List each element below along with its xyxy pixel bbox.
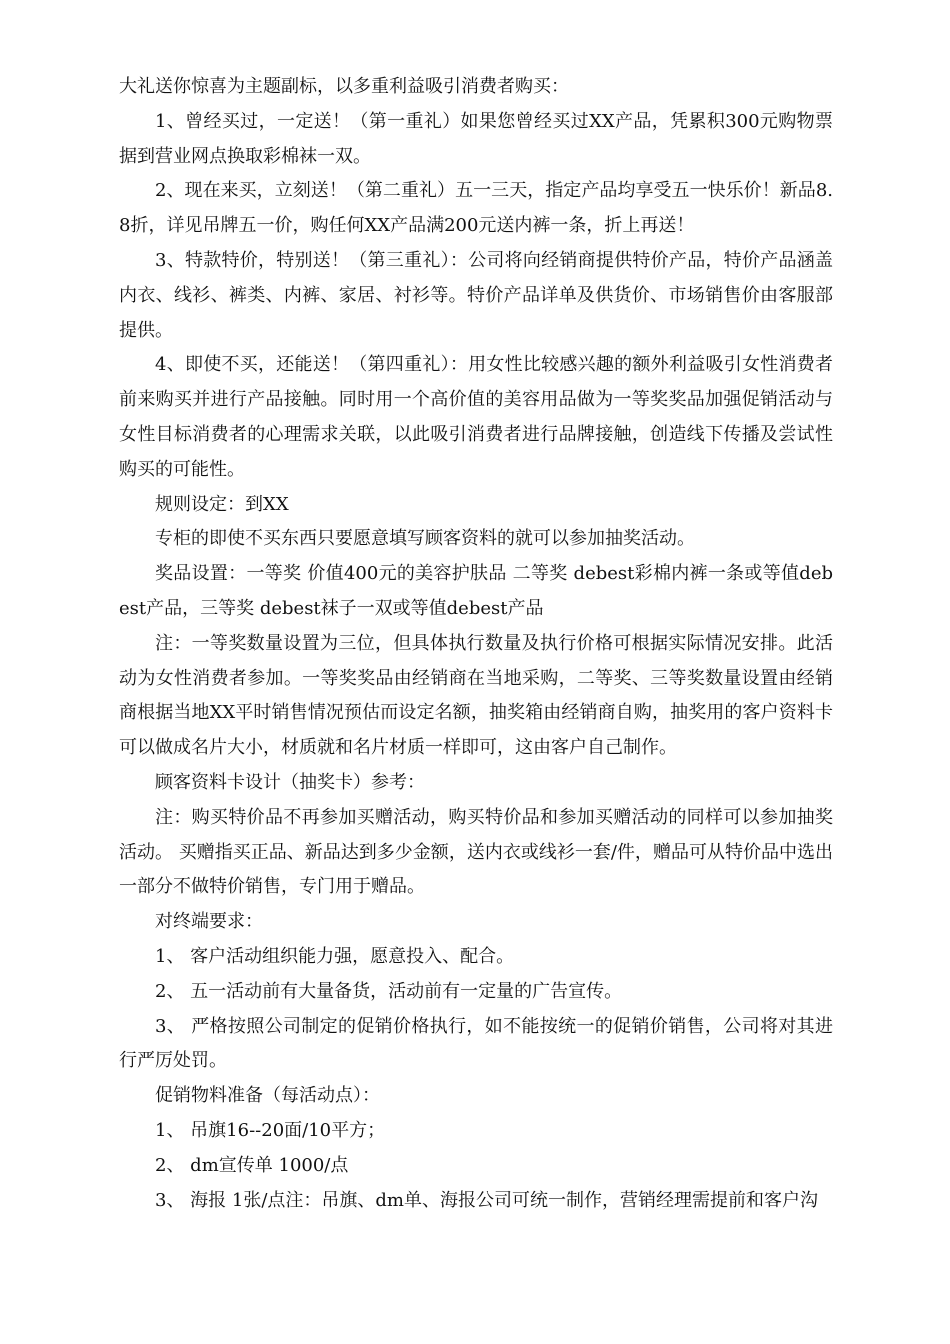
paragraph-terminal-2: 2、 五一活动前有大量备货，活动前有一定量的广告宣传。 [155, 980, 623, 1002]
paragraph-gift-3: 3、特款特价，特别送！（第三重礼）：公司将向经销商提供特价产品，特价产品涵盖内衣、线衫、裤类、内裤、家居、衬衫等。特价产品详单及供货价、市场销售价由客服部提供。 [119, 249, 833, 341]
paragraph-rules-heading: 规则设定：到XX [155, 493, 289, 515]
paragraph-materials-3: 3、 海报 1张/点注：吊旗、dm单、海报公司可统一制作，营销经理需提前和客户沟 [155, 1189, 818, 1211]
paragraph-terminal-3: 3、 严格按照公司制定的促销价格执行，如不能按统一的促销价销售，公司将对其进行严厉处罚。 [119, 1015, 833, 1072]
paragraph-prizes: 奖品设置：一等奖 价值400元的美容护肤品 二等奖 debest彩棉内裤一条或等值debest产品，三等奖 debest袜子一双或等值debest产品 [119, 563, 833, 619]
paragraph-special-note: 注：购买特价品不再参加买赠活动，购买特价品和参加买赠活动的同样可以参加抽奖活动。 买赠指买正品、新品达到多少金额，送内衣或线衫一套/件，赠品可从特价品中选出一部分不做特价销售，专门用于赠品。 [119, 806, 833, 898]
paragraph-gift-2: 2、现在来买，立刻送！（第二重礼）五一三天，指定产品均享受五一快乐价！新品8.8折，详见吊牌五一价，购任何XX产品满200元送内裤一条，折上再送！ [119, 180, 833, 237]
paragraph-gift-4: 4、即使不买，还能送！（第四重礼）：用女性比较感兴趣的额外利益吸引女性消费者前来购买并进行产品接触。同时用一个高价值的美容用品做为一等奖奖品加强促销活动与女性目标消费者的心理需求关联，以此吸引消费者进行品牌接触，创造线下传播及尝试性购买的可能性。 [119, 354, 833, 480]
paragraph-materials-1: 1、 吊旗16--20面/10平方； [155, 1119, 386, 1141]
paragraph-terminal-1: 1、 客户活动组织能力强，愿意投入、配合。 [155, 945, 515, 967]
paragraph-rules-body: 专柜的即使不买东西只要愿意填写顾客资料的就可以参加抽奖活动。 [155, 528, 695, 550]
paragraph-terminal-heading: 对终端要求： [155, 911, 263, 933]
paragraph-subtitle: 大礼送你惊喜为主题副标，以多重利益吸引消费者购买： [119, 76, 569, 97]
paragraph-gift-1: 1、曾经买过，一定送！（第一重礼）如果您曾经买过XX产品，凭累积300元购物票据到营业网点换取彩棉袜一双。 [119, 110, 833, 167]
paragraph-materials-2: 2、 dm宣传单 1000/点 [155, 1154, 349, 1176]
paragraph-materials-heading: 促销物料准备（每活动点）： [155, 1085, 380, 1107]
paragraph-card-design: 顾客资料卡设计（抽奖卡）参考： [155, 771, 425, 793]
paragraph-prize-note: 注：一等奖数量设置为三位，但具体执行数量及执行价格可根据实际情况安排。此活动为女性消费者参加。一等奖奖品由经销商在当地采购，二等奖、三等奖数量设置由经销商根据当地XX平时销售情况预估而设定名额，抽奖箱由经销商自购，抽奖用的客户资料卡可以做成名片大小，材质就和名片材质一样即可，这由客户自己制作。 [119, 632, 833, 759]
document-body [119, 70, 833, 1218]
